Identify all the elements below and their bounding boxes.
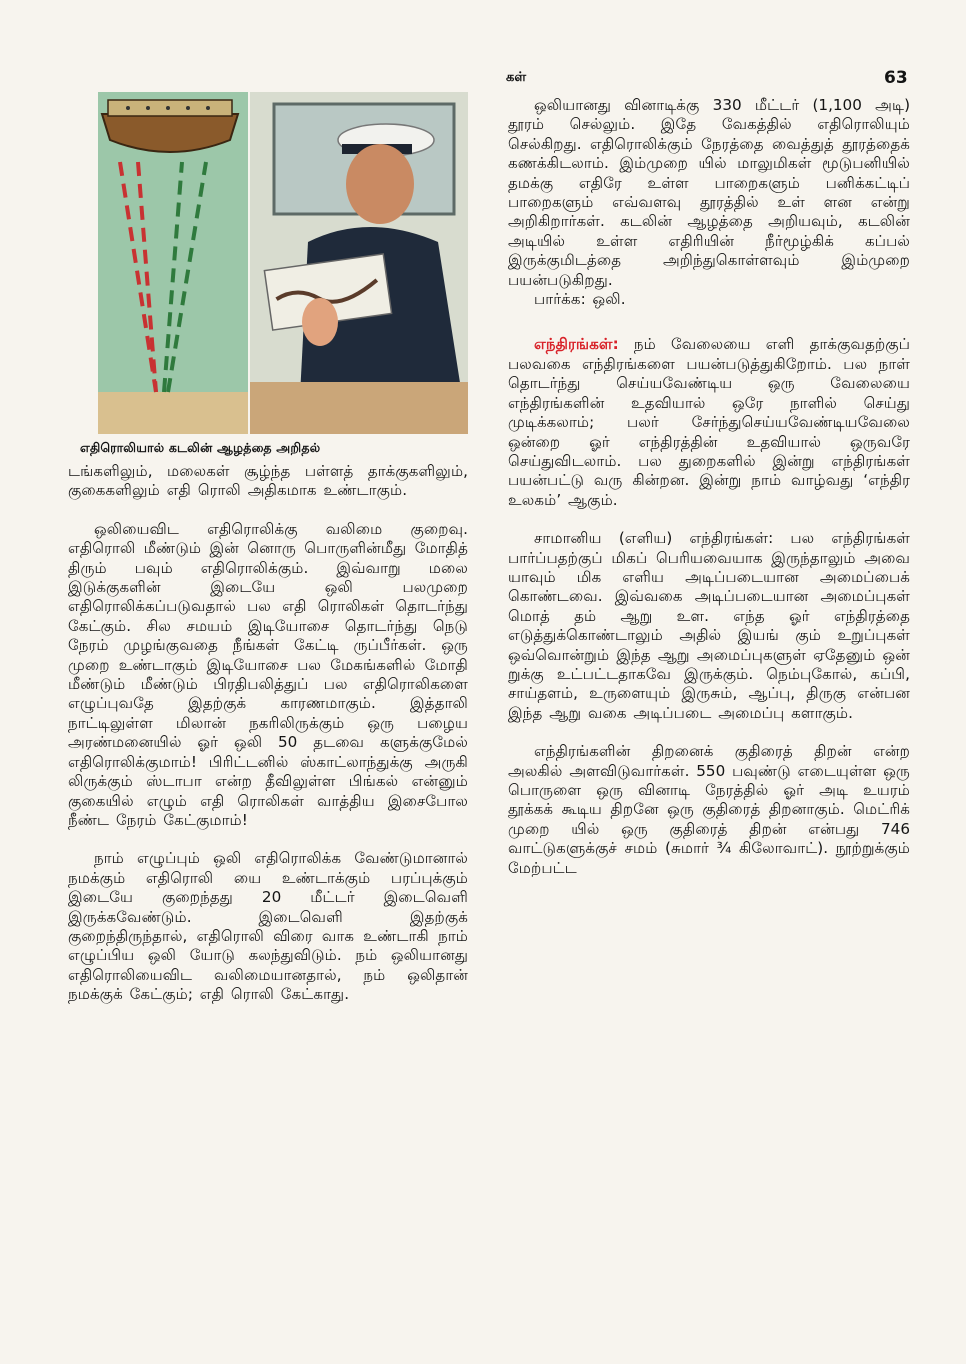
right-column bbox=[508, 96, 910, 878]
see-also-reference: பார்க்க: ஒலி. bbox=[534, 290, 626, 309]
entry-title: எந்திரங்கள்: bbox=[534, 335, 619, 354]
paragraph: சாமானிய (எளிய) எந்திரங்கள்: பல எந்திரங்கள் பார்ப்பதற்குப் மிகப் பெரியவையாக இருந்தாலும் அவை யாவும் மிக எளிய அடிப்படையான அமைப்பைக் கொண்டவை. இவ்வகை அடிப்படையான அமைப்புகள் மொத் தம் ஆறு உள. எந்த ஓர் எந்திரத்தை எடுத்துக்கொண்டாலும் அதில் இயங் கும் உறுப்புகள் ஒவ்வொன்றும் இந்த ஆறு அமைப்புகளுள் ஏதேனும் ஒன் றுக்கு உட்பட்டதாகவே இருக்கும். நெம்புகோல், கப்பி, சாய்தளம், உருளையும் இருசும், ஆப்பு, திருகு என்பன இந்த ஆறு வகை அடிப்படை அமைப்பு களாகும். bbox=[508, 529, 910, 722]
page-number: 63 bbox=[884, 68, 908, 88]
figure-caption: எதிரொலியால் கடலின் ஆழத்தை அறிதல் bbox=[80, 440, 321, 455]
console-desk bbox=[250, 382, 468, 434]
paragraph: எந்திரங்களின் திறனைக் குதிரைத் திறன் என்ற அலகில் அளவிடுவார்கள். 550 பவுண்டு எடையுள்ள ஒரு பொருளை ஒரு வினாடி நேரத்தில் ஓர் அடி உயரம் தூக்கக் கூடிய திறனே ஒரு குதிரைத் திறனாகும். மெட்ரிக் முறை யில் ஒரு குதிரைத் திறன் என்பது 746 வாட்டுகளுக்குச் சமம் (சுமார் ¾ கிலோவாட்). நூற்றுக்கும் மேற்பட்ட bbox=[508, 742, 910, 877]
encyclopedia-entry bbox=[508, 335, 910, 510]
echo-sounding-illustration bbox=[98, 92, 468, 434]
ship-hull-illustration bbox=[102, 100, 238, 152]
paragraph: ஒலியைவிட எதிரொலிக்கு வலிமை குறைவு. எதிரொலி மீண்டும் இன் னொரு பொருளின்மீது மோதித் திரும் பவும் எதிரொலிக்கும். இவ்வாறு மலை இடுக்குகளின் இடையே ஒலி பலமுறை எதிரொலிக்கப்படுவதால் பல எதி ரொலிகள் தொடர்ந்து கேட்கும். சில சமயம் இடியோசை தொடர்ந்து நெடு நேரம் முழங்குவதை நீங்கள் கேட்டி ருப்பீர்கள். ஒரு முறை உண்டாகும் இடியோசை பல மேகங்களில் மோதி மீண்டும் மீண்டும் பிரதிபலித்துப் பல எதிரொலிகளை எழுப்புவதே இதற்குக் காரணமாகும். இத்தாலி நாட்டிலுள்ள மிலான் நகரிலிருக்கும் ஒரு பழைய அரண்மனையில் ஓர் ஒலி 50 தடவை களுக்குமேல் எதிரொலிக்குமாம்! பிரிட்டனில் ஸ்காட்லாந்துக்கு அருகி லிருக்கும் ஸ்டாபா என்ற தீவிலுள்ள பிங்கல் என்னும் குகையில் எழும் எதி ரொலிகள் வாத்திய இசைபோல நீண்ட நேரம் கேட்குமாம்! bbox=[68, 519, 468, 829]
running-head: கள் bbox=[506, 70, 527, 85]
sea-floor bbox=[98, 392, 248, 434]
paragraph: டங்களிலும், மலைகள் சூழ்ந்த பள்ளத் தாக்குகளிலும், குகைகளிலும் எதி ரொலி அதிகமாக உண்டாகும். bbox=[68, 462, 468, 500]
entry-body: நம் வேலையை எளி தாக்குவதற்குப் பலவகை எந்திரங்களை பயன்படுத்துகிறோம். பல நாள் தொடர்ந்து செய்யவேண்டிய ஒரு வேலையை எந்திரங்களின் உதவியால் ஒரே நாளில் செய்து முடிக்கலாம்; பலர் சேர்ந்துசெய்யவேண்டியவேலை ஒன்றை ஓர் எந்திரத்தின் உதவியால் ஒருவரே செய்துவிடலாம். பல துறைகளில் இன்று எந்திரங்கள் பயன்பட்டு வரு கின்றன. இன்று நாம் வாழ்வது ‘எந்திர உலகம்’ ஆகும். bbox=[508, 335, 911, 509]
left-column bbox=[68, 462, 468, 1005]
paragraph: நாம் எழுப்பும் ஒலி எதிரொலிக்க வேண்டுமானால் நமக்கும் எதிரொலி யை உண்டாக்கும் பரப்புக்கும் இடையே குறைந்தது 20 மீட்டர் இடைவெளி இருக்கவேண்டும். இடைவெளி இதற்குக் குறைந்திருந்தால், எதிரொலி விரை வாக உண்டாகி நாம் எழுப்பிய ஒலி யோடு கலந்துவிடும். நம் ஒலியானது எதிரொலியைவிட வலிமையானதால், நம் ஒலிதான் நமக்குக் கேட்கும்; எதி ரொலி கேட்காது. bbox=[68, 849, 468, 1004]
paragraph: ஒலியானது வினாடிக்கு 330 மீட்டர் (1,100 அடி) தூரம் செல்லும். இதே வேகத்தில் எதிரொலியும் செல்கிறது. எதிரொலிக்கும் நேரத்தை வைத்துத் தூரத்தைக் கணக்கிடலாம். இம்முறை யில் மாலுமிகள் மூடுபனியில் தமக்கு எதிரே உள்ள பாறைகளும் பனிக்கட்டிப் பாறைகளும் எவ்வளவு தூரத்தில் உள் ளன என்று அறிகிறார்கள். கடலின் ஆழத்தை அறியவும், கடலின் அடியில் உள்ள எதிரியின் நீர்மூழ்கிக் கப்பல் இருக்குமிடத்தை அறிந்துகொள்ளவும் இம்முறை பயன்படுகிறது. bbox=[508, 96, 910, 289]
